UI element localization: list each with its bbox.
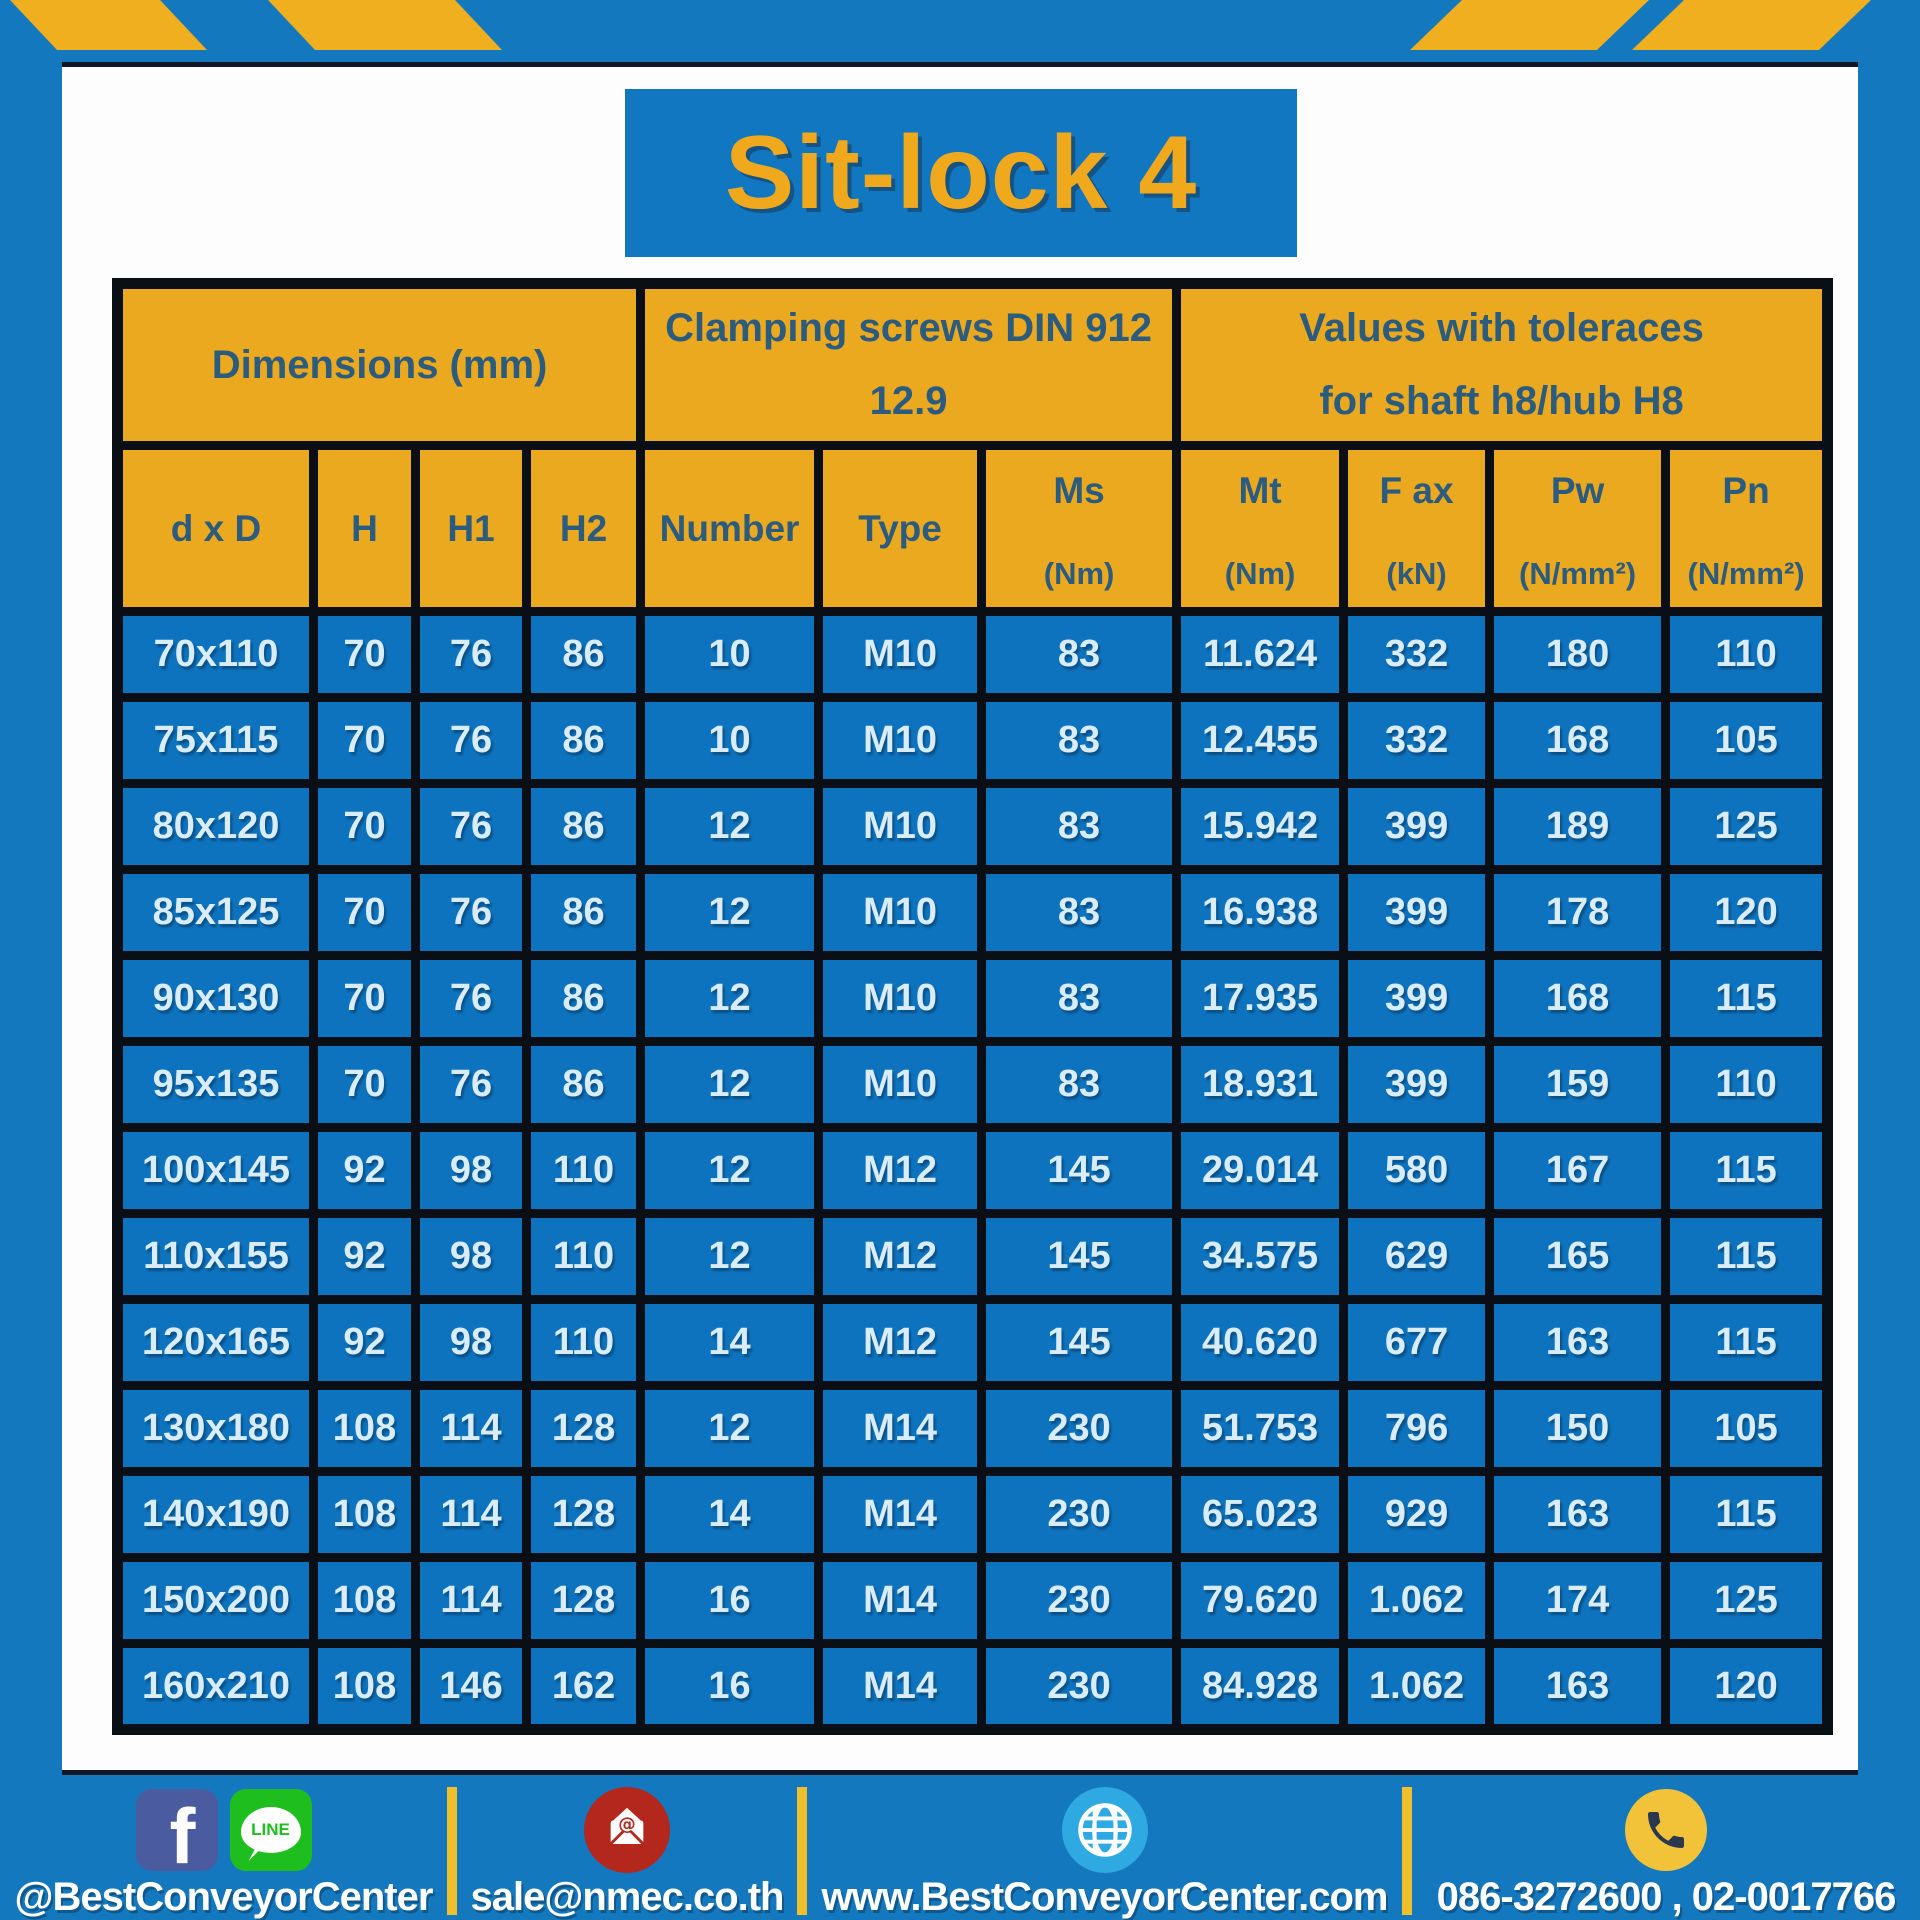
table-cell: 174 xyxy=(1490,1558,1666,1644)
table-cell: 125 xyxy=(1666,784,1828,870)
table-cell: 98 xyxy=(416,1214,527,1300)
table-cell: 86 xyxy=(527,870,641,956)
table-cell: 98 xyxy=(416,1300,527,1386)
table-cell: 160x210 xyxy=(118,1644,314,1730)
table-cell: 92 xyxy=(314,1128,416,1214)
table-cell: 150x200 xyxy=(118,1558,314,1644)
col-header-ms: Ms (Nm) xyxy=(982,446,1177,612)
table-cell: 159 xyxy=(1490,1042,1666,1128)
table-cell: 29.014 xyxy=(1177,1128,1344,1214)
table-cell: 12 xyxy=(641,1386,819,1472)
table-cell: 86 xyxy=(527,612,641,698)
col-header-mt: Mt (Nm) xyxy=(1177,446,1344,612)
table-row xyxy=(118,1300,1828,1386)
table-cell: 178 xyxy=(1490,870,1666,956)
table-cell: 162 xyxy=(527,1644,641,1730)
table-cell: 12 xyxy=(641,956,819,1042)
col-header-h1: H1 xyxy=(416,446,527,612)
globe-icon xyxy=(1062,1787,1148,1873)
table-cell: 189 xyxy=(1490,784,1666,870)
table-cell: 76 xyxy=(416,870,527,956)
table-cell: 163 xyxy=(1490,1300,1666,1386)
facebook-icon: f xyxy=(136,1789,218,1871)
table-cell: M10 xyxy=(819,698,982,784)
website-url: www.BestConveyorCenter.com xyxy=(821,1875,1388,1919)
col-header-dxd: d x D xyxy=(118,446,314,612)
table-row xyxy=(118,612,1828,698)
table-cell: 16 xyxy=(641,1558,819,1644)
table-cell: M10 xyxy=(819,956,982,1042)
table-cell: 399 xyxy=(1344,784,1490,870)
table-row xyxy=(118,1128,1828,1214)
table-cell: 145 xyxy=(982,1214,1177,1300)
table-cell: 83 xyxy=(982,956,1177,1042)
table-cell: 100x145 xyxy=(118,1128,314,1214)
group-header-dimensions: Dimensions (mm) xyxy=(118,284,641,446)
hazard-top-bar xyxy=(0,0,1920,62)
table-cell: 110x155 xyxy=(118,1214,314,1300)
table-cell: 105 xyxy=(1666,1386,1828,1472)
table-cell: 629 xyxy=(1344,1214,1490,1300)
table-cell: 70 xyxy=(314,956,416,1042)
table-cell: 16 xyxy=(641,1644,819,1730)
table-cell: 180 xyxy=(1490,612,1666,698)
social-handle: @BestConveyorCenter xyxy=(14,1875,433,1919)
table-cell: 114 xyxy=(416,1386,527,1472)
table-cell: 677 xyxy=(1344,1300,1490,1386)
phone-icon xyxy=(1625,1789,1707,1871)
table-row xyxy=(118,1472,1828,1558)
table-row xyxy=(118,1042,1828,1128)
table-cell: 108 xyxy=(314,1386,416,1472)
table-cell: 150 xyxy=(1490,1386,1666,1472)
table-cell: 128 xyxy=(527,1386,641,1472)
table-body xyxy=(118,612,1828,1730)
table-cell: 332 xyxy=(1344,612,1490,698)
table-row xyxy=(118,1214,1828,1300)
footer-divider xyxy=(797,1787,807,1915)
table-cell: 12 xyxy=(641,1128,819,1214)
table-cell: 83 xyxy=(982,698,1177,784)
spec-table xyxy=(112,278,1833,1735)
table-cell: 140x190 xyxy=(118,1472,314,1558)
table-cell: 163 xyxy=(1490,1644,1666,1730)
table-cell: 17.935 xyxy=(1177,956,1344,1042)
table-cell: 115 xyxy=(1666,1128,1828,1214)
table-cell: 76 xyxy=(416,698,527,784)
table-cell: 120 xyxy=(1666,870,1828,956)
table-cell: 125 xyxy=(1666,1558,1828,1644)
table-cell: 86 xyxy=(527,956,641,1042)
table-cell: 108 xyxy=(314,1558,416,1644)
page-title: Sit-lock 4 xyxy=(724,114,1198,231)
table-cell: 15.942 xyxy=(1177,784,1344,870)
footer-phone-section xyxy=(1412,1787,1920,1920)
table-cell: M10 xyxy=(819,784,982,870)
table-cell: 115 xyxy=(1666,956,1828,1042)
footer-contact-bar xyxy=(0,1775,1920,1920)
table-cell: 168 xyxy=(1490,698,1666,784)
table-cell: 167 xyxy=(1490,1128,1666,1214)
table-cell: M10 xyxy=(819,612,982,698)
table-cell: M10 xyxy=(819,1042,982,1128)
col-header-pw: Pw (N/mm²) xyxy=(1490,446,1666,612)
table-cell: 76 xyxy=(416,784,527,870)
col-header-type: Type xyxy=(819,446,982,612)
table-cell: 34.575 xyxy=(1177,1214,1344,1300)
table-cell: 84.928 xyxy=(1177,1644,1344,1730)
footer-divider xyxy=(1402,1787,1412,1915)
table-cell: 79.620 xyxy=(1177,1558,1344,1644)
col-header-h: H xyxy=(314,446,416,612)
table-cell: 40.620 xyxy=(1177,1300,1344,1386)
table-cell: 70 xyxy=(314,784,416,870)
table-cell: 163 xyxy=(1490,1472,1666,1558)
table-cell: 12.455 xyxy=(1177,698,1344,784)
table-cell: 14 xyxy=(641,1300,819,1386)
table-cell: 65.023 xyxy=(1177,1472,1344,1558)
table-cell: 70 xyxy=(314,698,416,784)
table-cell: 110 xyxy=(527,1128,641,1214)
table-cell: 230 xyxy=(982,1644,1177,1730)
table-cell: 115 xyxy=(1666,1300,1828,1386)
table-cell: M12 xyxy=(819,1300,982,1386)
table-cell: M14 xyxy=(819,1558,982,1644)
footer-social-section xyxy=(0,1787,447,1920)
table-row xyxy=(118,870,1828,956)
table-cell: 12 xyxy=(641,870,819,956)
table-cell: 76 xyxy=(416,1042,527,1128)
table-cell: 332 xyxy=(1344,698,1490,784)
table-cell: 83 xyxy=(982,612,1177,698)
phone-numbers: 086-3272600 , 02-0017766 xyxy=(1436,1875,1896,1919)
table-cell: 86 xyxy=(527,698,641,784)
table-row xyxy=(118,1386,1828,1472)
table-cell: 18.931 xyxy=(1177,1042,1344,1128)
table-cell: 796 xyxy=(1344,1386,1490,1472)
svg-text:@: @ xyxy=(618,1815,636,1835)
table-cell: 16.938 xyxy=(1177,870,1344,956)
table-row xyxy=(118,956,1828,1042)
table-row xyxy=(118,1644,1828,1730)
table-cell: 83 xyxy=(982,870,1177,956)
table-cell: 120 xyxy=(1666,1644,1828,1730)
table-cell: M14 xyxy=(819,1644,982,1730)
content-panel xyxy=(62,62,1858,1775)
col-header-number: Number xyxy=(641,446,819,612)
table-group-header-row xyxy=(118,284,1828,446)
title-box xyxy=(625,89,1297,257)
table-column-header-row xyxy=(118,446,1828,612)
group-header-clamping-screws: Clamping screws DIN 912 12.9 xyxy=(641,284,1177,446)
table-cell: 1.062 xyxy=(1344,1558,1490,1644)
table-cell: 115 xyxy=(1666,1472,1828,1558)
table-cell: 80x120 xyxy=(118,784,314,870)
table-cell: 76 xyxy=(416,956,527,1042)
table-cell: 70 xyxy=(314,612,416,698)
table-cell: 110 xyxy=(1666,612,1828,698)
table-cell: 399 xyxy=(1344,956,1490,1042)
footer-website-section xyxy=(807,1787,1402,1920)
table-cell: M10 xyxy=(819,870,982,956)
table-cell: 14 xyxy=(641,1472,819,1558)
table-cell: 11.624 xyxy=(1177,612,1344,698)
table-cell: 12 xyxy=(641,1214,819,1300)
table-cell: 120x165 xyxy=(118,1300,314,1386)
table-cell: 929 xyxy=(1344,1472,1490,1558)
table-cell: 70 xyxy=(314,1042,416,1128)
table-cell: 230 xyxy=(982,1386,1177,1472)
table-cell: 105 xyxy=(1666,698,1828,784)
table-cell: 12 xyxy=(641,784,819,870)
col-header-pn: Pn (N/mm²) xyxy=(1666,446,1828,612)
table-cell: 114 xyxy=(416,1558,527,1644)
line-icon: LINE xyxy=(230,1789,312,1871)
table-cell: 114 xyxy=(416,1472,527,1558)
table-cell: 168 xyxy=(1490,956,1666,1042)
table-cell: 146 xyxy=(416,1644,527,1730)
table-cell: 108 xyxy=(314,1644,416,1730)
table-cell: 95x135 xyxy=(118,1042,314,1128)
table-cell: 399 xyxy=(1344,870,1490,956)
table-row xyxy=(118,1558,1828,1644)
col-header-h2: H2 xyxy=(527,446,641,612)
table-cell: 399 xyxy=(1344,1042,1490,1128)
table-cell: 10 xyxy=(641,612,819,698)
footer-divider xyxy=(447,1787,457,1915)
table-row xyxy=(118,698,1828,784)
table-cell: 70x110 xyxy=(118,612,314,698)
table-cell: 110 xyxy=(527,1214,641,1300)
table-cell: M14 xyxy=(819,1472,982,1558)
table-row xyxy=(118,784,1828,870)
table-cell: 145 xyxy=(982,1128,1177,1214)
table-cell: 86 xyxy=(527,784,641,870)
group-header-tolerance-values: Values with toleraces for shaft h8/hub H8 xyxy=(1177,284,1828,446)
table-cell: 92 xyxy=(314,1300,416,1386)
table-cell: 90x130 xyxy=(118,956,314,1042)
table-cell: 128 xyxy=(527,1472,641,1558)
table-cell: 83 xyxy=(982,784,1177,870)
table-cell: 98 xyxy=(416,1128,527,1214)
table-cell: 580 xyxy=(1344,1128,1490,1214)
table-cell: 110 xyxy=(527,1300,641,1386)
table-cell: 83 xyxy=(982,1042,1177,1128)
table-cell: 128 xyxy=(527,1558,641,1644)
table-cell: 230 xyxy=(982,1472,1177,1558)
table-cell: 76 xyxy=(416,612,527,698)
table-cell: 145 xyxy=(982,1300,1177,1386)
table-cell: 230 xyxy=(982,1558,1177,1644)
table-cell: 75x115 xyxy=(118,698,314,784)
table-cell: M12 xyxy=(819,1214,982,1300)
table-cell: 115 xyxy=(1666,1214,1828,1300)
table-cell: 130x180 xyxy=(118,1386,314,1472)
table-cell: 12 xyxy=(641,1042,819,1128)
table-cell: 110 xyxy=(1666,1042,1828,1128)
email-address: sale@nmec.co.th xyxy=(470,1875,784,1919)
table-cell: 86 xyxy=(527,1042,641,1128)
table-cell: 85x125 xyxy=(118,870,314,956)
table-cell: M14 xyxy=(819,1386,982,1472)
table-cell: 92 xyxy=(314,1214,416,1300)
table-cell: 51.753 xyxy=(1177,1386,1344,1472)
col-header-fax: F ax (kN) xyxy=(1344,446,1490,612)
table-cell: 108 xyxy=(314,1472,416,1558)
table-cell: 1.062 xyxy=(1344,1644,1490,1730)
table-cell: 10 xyxy=(641,698,819,784)
table-cell: 165 xyxy=(1490,1214,1666,1300)
table-cell: 70 xyxy=(314,870,416,956)
footer-email-section xyxy=(457,1787,797,1920)
table-cell: M12 xyxy=(819,1128,982,1214)
email-icon xyxy=(584,1787,670,1873)
